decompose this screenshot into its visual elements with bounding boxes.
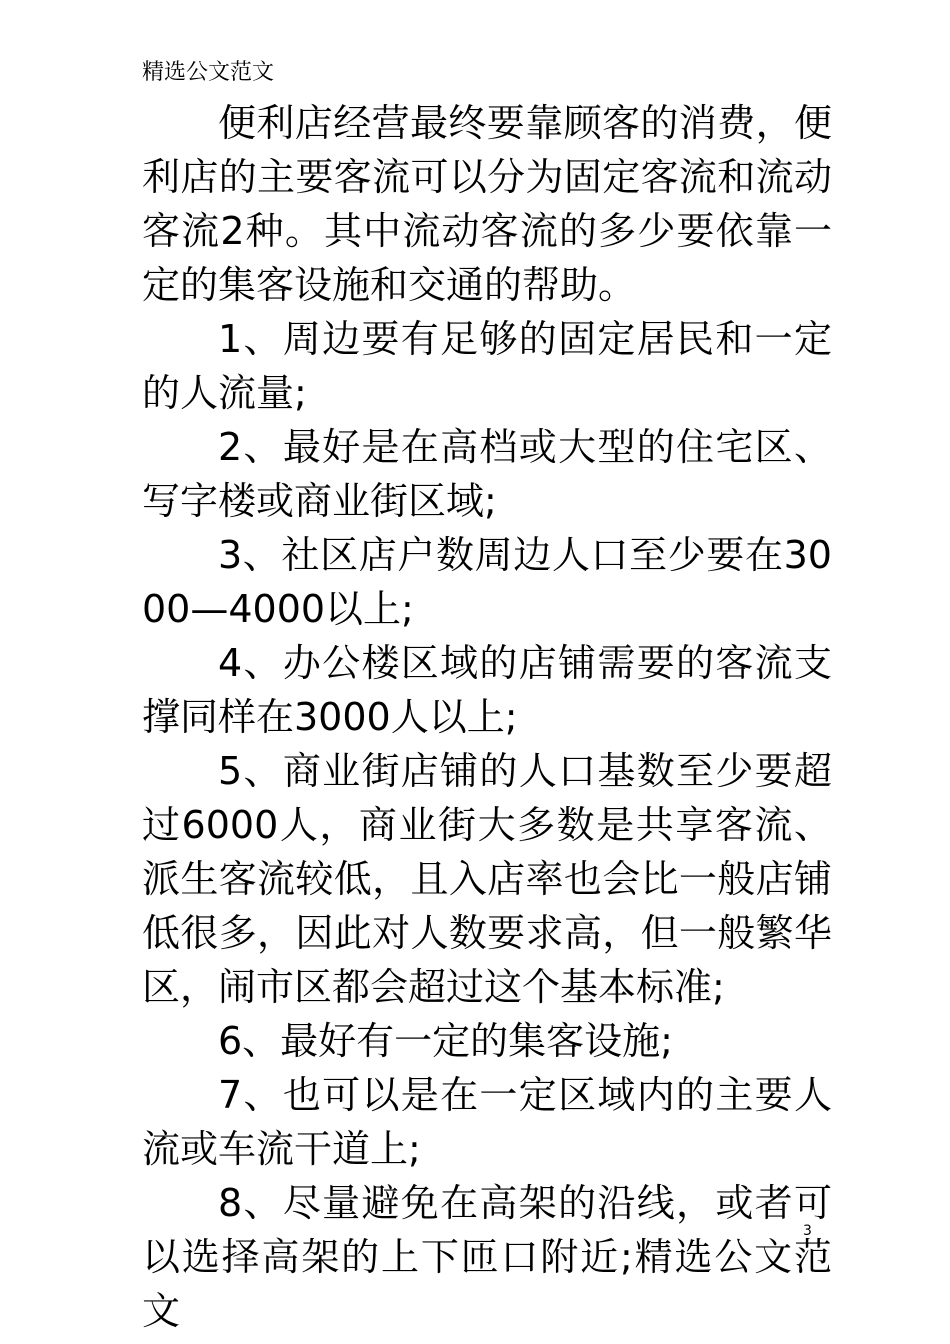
list-item-4: 4、办公楼区域的店铺需要的客流支撑同样在3000人以上; xyxy=(142,641,832,739)
page-header: 精选公文范文 xyxy=(142,60,275,85)
list-item-7: 7、也可以是在一定区域内的主要人流或车流干道上; xyxy=(142,1073,832,1171)
list-item-6: 6、最好有一定的集客设施; xyxy=(218,1019,673,1063)
list-item-8: 8、尽量避免在高架的沿线，或者可以选择高架的上下匝口附近;精选公文范文 xyxy=(142,1181,832,1333)
document-body xyxy=(142,96,832,1338)
list-item-2: 2、最好是在高档或大型的住宅区、写字楼或商业街区域; xyxy=(142,425,832,523)
paragraph-intro: 便利店经营最终要靠顾客的消费，便利店的主要客流可以分为固定客流和流动客流2种。其中流动客流的多少要依靠一定的集客设施和交通的帮助。 xyxy=(142,101,832,307)
list-item-1: 1、周边要有足够的固定居民和一定的人流量; xyxy=(142,317,832,415)
page-number: 3 xyxy=(803,1223,812,1239)
list-item-5: 5、商业街店铺的人口基数至少要超过6000人，商业街大多数是共享客流、派生客流较低，且入店率也会比一般店铺低很多，因此对人数要求高，但一般繁华区，闹市区都会超过这个基本标准; xyxy=(142,749,832,1009)
list-item-3: 3、社区店户数周边人口至少要在3000—4000以上; xyxy=(142,533,832,631)
